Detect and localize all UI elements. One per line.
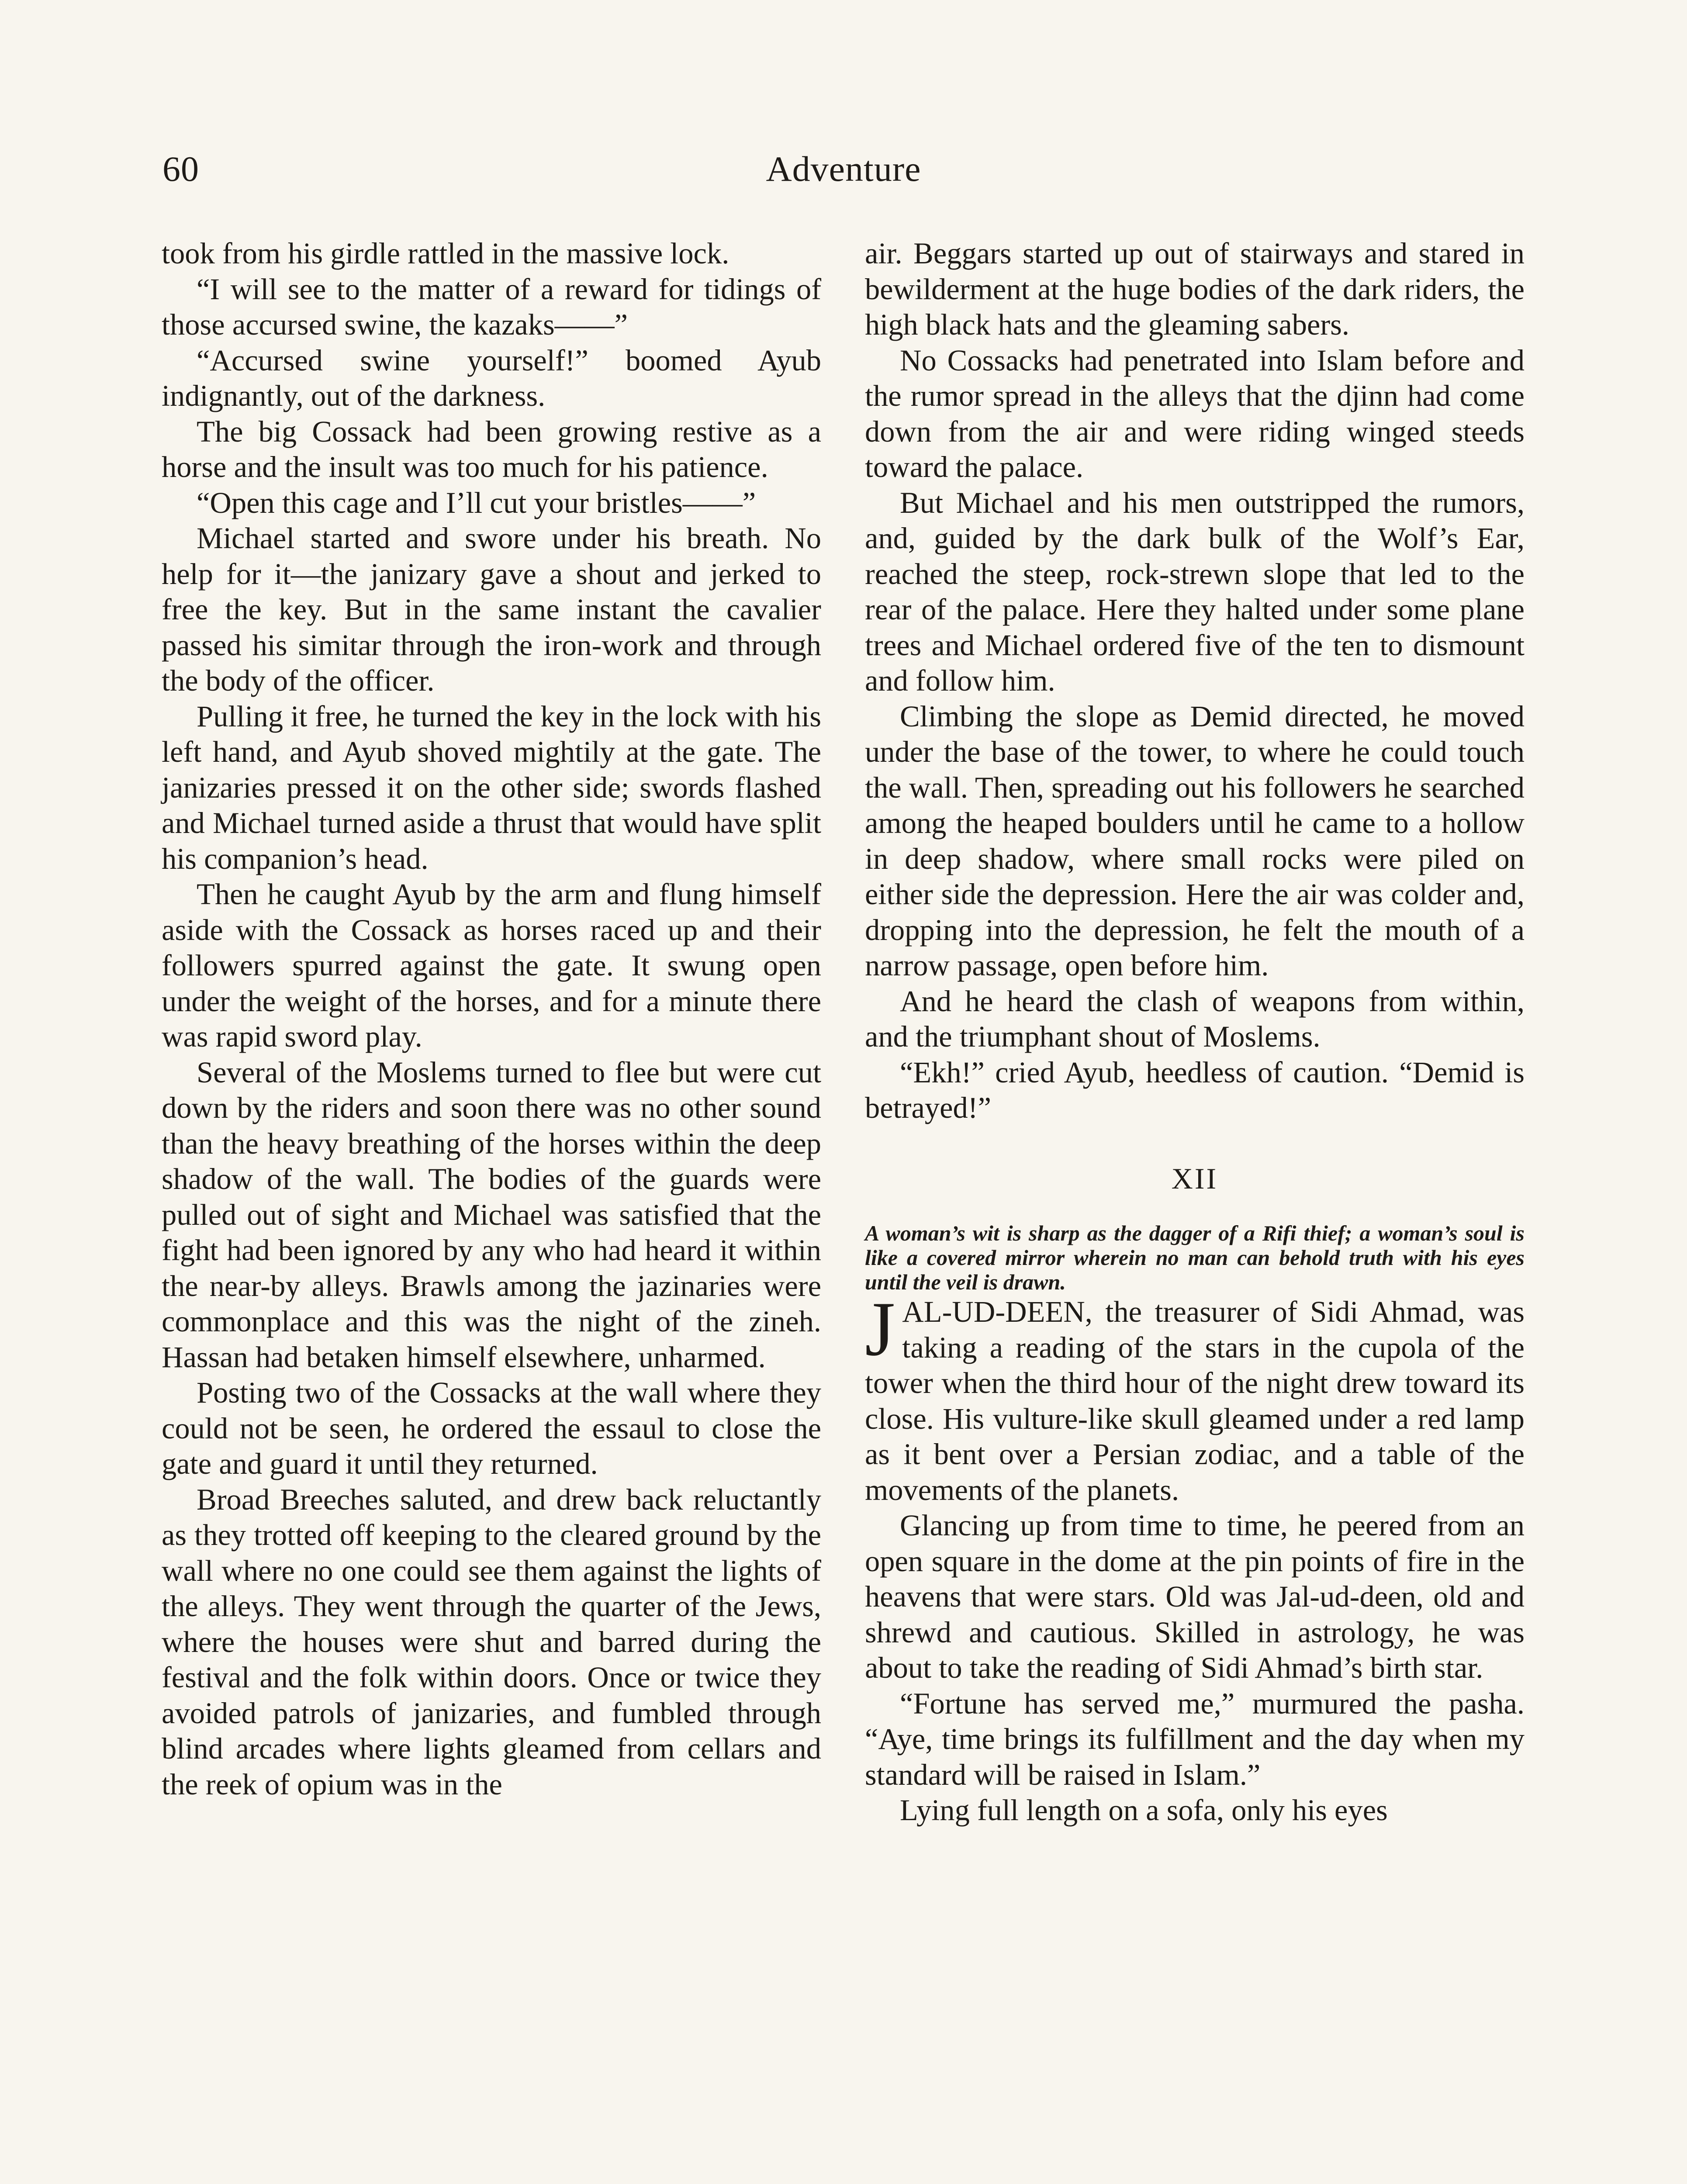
paragraph: “Accursed swine yourself!” boomed Ayub indignantly, out of the darkness. [162, 343, 821, 412]
drop-cap: J [865, 1286, 895, 1372]
epigraph: A woman’s wit is sharp as the dagger of a Rifi thief; a woman’s soul is like a covered mirror wherein no man can behold truth with his eyes until the veil is drawn. [865, 1221, 1525, 1294]
paragraph: But Michael and his men outstripped the rumors, and, guided by the dark bulk of the Wolf’s Ear, reached the steep, rock-strewn slope that led to the rear of the palace. Here they halted under some plane trees and Michael ordered five of the ten to dismount and follow him. [865, 486, 1525, 697]
paragraph: “Ekh!” cried Ayub, heedless of caution. “Demid is betrayed!” [865, 1055, 1525, 1124]
left-column [162, 236, 821, 1802]
paragraph: “Open this cage and I’ll cut your bristles——” [197, 486, 756, 519]
opening-paragraph-text: AL-UD-DEEN, the treasurer of Sidi Ahmad, was taking a reading of the stars in the cupola of the tower when the third hour of the night drew toward its close. His vulture-like skull gleamed under a red lamp as it bent over a Persian zodiac, and a table of the movements of the planets. [865, 1295, 1525, 1507]
paragraph: Lying full length on a sofa, only his eyes [900, 1794, 1388, 1827]
paragraph: Broad Breeches saluted, and drew back reluctantly as they trotted off keeping to the cleared ground by the wall where no one could see them against the lights of the alleys. They went through the quarter of the Jews, where the houses were shut and barred during the festival and the folk within doors. Once or twice they avoided patrols of janizaries, and fumbled through blind arcades where lights gleamed from cellars and the reek of opium was in the [162, 1482, 821, 1801]
paragraph: Climbing the slope as Demid directed, he moved under the base of the tower, to where he could touch the wall. Then, spreading out his followers he searched among the heaped boulders until he came to a hollow in deep shadow, where small rocks were piled on either side the depression. Here the air was colder and, dropping into the depression, he felt the mouth of a narrow passage, open before him. [865, 699, 1525, 982]
right-column [865, 236, 1525, 1828]
paragraph: “I will see to the matter of a reward for tidings of those accursed swine, the kazaks——” [162, 272, 821, 341]
page-number: 60 [162, 149, 199, 189]
paragraph: air. Beggars started up out of stairways and stared in bewilderment at the huge bodies of the dark riders, the high black hats and the gleaming sabers. [865, 237, 1525, 341]
paragraph: Michael started and swore under his breath. No help for it—the janizary gave a shout and jerked to free the key. But in the same instant the cavalier passed his simitar through the iron-work and through the body of the officer. [162, 522, 821, 697]
paragraph: No Cossacks had penetrated into Islam before and the rumor spread in the alleys that the djinn had come down from the air and were riding winged steeds toward the palace. [865, 343, 1525, 484]
paragraph: Posting two of the Cossacks at the wall where they could not be seen, he ordered the essaul to close the gate and guard it until they returned. [162, 1376, 821, 1480]
opening-paragraph [865, 1286, 1525, 1508]
running-head: Adventure [766, 149, 921, 189]
paragraph: Then he caught Ayub by the arm and flung himself aside with the Cossack as horses raced up and their followers spurred against the gate. It swung open under the weight of the horses, and for a minute there was rapid sword play. [162, 878, 821, 1053]
paragraph: The big Cossack had been growing restive as a horse and the insult was too much for his patience. [162, 415, 821, 484]
chapter-heading: XII [1171, 1161, 1218, 1195]
paragraph: And he heard the clash of weapons from within, and the triumphant shout of Moslems. [865, 984, 1525, 1053]
paragraph: “Fortune has served me,” murmured the pasha. “Aye, time brings its fulfillment and the day when my standard will be raised in Islam.” [865, 1686, 1525, 1791]
paragraph: Several of the Moslems turned to flee but were cut down by the riders and soon there was no other sound than the heavy breathing of the horses within the deep shadow of the wall. The bodies of the guards were pulled out of sight and Michael was satisfied that the fight had been ignored by any who had heard it within the near-by alleys. Brawls among the jazinaries were commonplace and this was the night of the zineh. Hassan had betaken himself elsewhere, unharmed. [162, 1055, 821, 1374]
paragraph: took from his girdle rattled in the massive lock. [162, 237, 729, 270]
paragraph: Glancing up from time to time, he peered from an open square in the dome at the pin points of fire in the heavens that were stars. Old was Jal-ud-deen, old and shrewd and cautious. Skilled in astrology, he was about to take the reading of Sidi Ahmad’s birth star. [865, 1509, 1525, 1684]
paragraph: Pulling it free, he turned the key in the lock with his left hand, and Ayub shoved mightily at the gate. The janizaries pressed it on the other side; swords flashed and Michael turned aside a thrust that would have split his companion’s head. [162, 699, 821, 875]
